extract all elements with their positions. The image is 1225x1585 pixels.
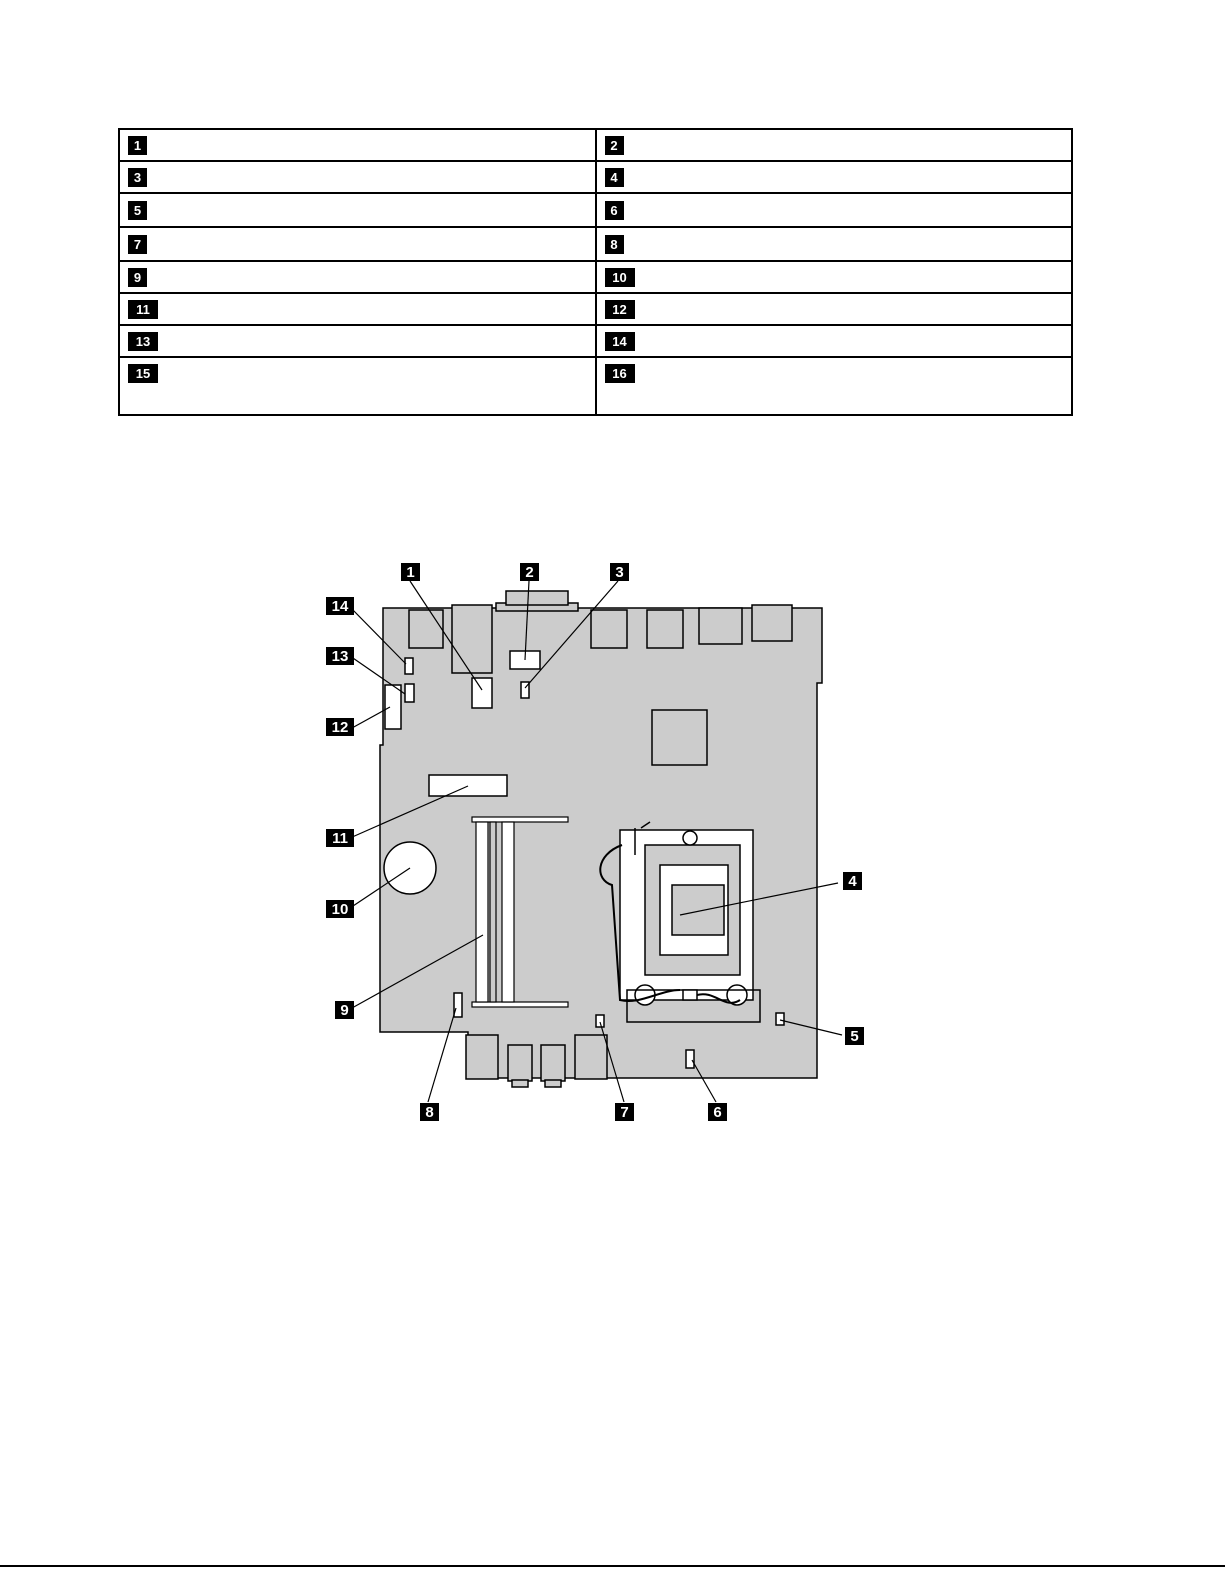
callout-1 — [401, 563, 420, 581]
svg-text:4: 4 — [848, 873, 857, 890]
svg-text:8: 8 — [425, 1104, 434, 1121]
callout-number-badge: 16 — [605, 364, 635, 383]
callout-number-badge: 10 — [605, 268, 635, 287]
callout-number-badge: 6 — [605, 201, 624, 220]
callout-number-badge: 3 — [128, 168, 147, 187]
svg-text:3: 3 — [615, 564, 624, 581]
svg-text:13: 13 — [331, 648, 349, 665]
svg-text:1: 1 — [406, 564, 415, 581]
callout-3 — [610, 563, 629, 581]
callout-number-badge: 9 — [128, 268, 147, 287]
callout-2 — [520, 563, 539, 581]
callout-7 — [615, 1103, 634, 1121]
svg-text:14: 14 — [331, 598, 349, 615]
callout-9 — [335, 1001, 354, 1019]
svg-text:10: 10 — [331, 901, 349, 918]
callout-5 — [845, 1027, 864, 1045]
svg-text:11: 11 — [332, 830, 348, 847]
callout-number-badge: 13 — [128, 332, 158, 351]
callout-14 — [326, 597, 354, 615]
svg-text:2: 2 — [525, 564, 534, 581]
svg-text:12: 12 — [331, 719, 349, 736]
callout-number-badge: 11 — [128, 300, 158, 319]
callout-13 — [326, 647, 354, 665]
callout-4 — [843, 872, 862, 890]
page-footer-rule — [0, 1565, 1225, 1567]
callout-number-badge: 8 — [605, 235, 624, 254]
callout-number-badge: 5 — [128, 201, 147, 220]
cpu-socket — [600, 822, 760, 1022]
callout-number-badge: 1 — [128, 136, 147, 155]
callout-number-badge: 4 — [605, 168, 624, 187]
callout-number-badge: 7 — [128, 235, 147, 254]
callout-number-badge: 15 — [128, 364, 158, 383]
svg-text:7: 7 — [620, 1104, 629, 1121]
callout-12 — [326, 718, 354, 736]
callout-6 — [708, 1103, 727, 1121]
callout-11 — [326, 829, 354, 847]
callout-8 — [420, 1103, 439, 1121]
callout-number-badge: 2 — [605, 136, 624, 155]
system-board — [380, 608, 822, 1078]
svg-text:5: 5 — [850, 1028, 859, 1045]
svg-text:6: 6 — [713, 1104, 722, 1121]
svg-text:9: 9 — [340, 1002, 349, 1019]
callout-number-badge: 14 — [605, 332, 635, 351]
callout-10 — [326, 900, 354, 918]
callout-number-badge: 12 — [605, 300, 635, 319]
